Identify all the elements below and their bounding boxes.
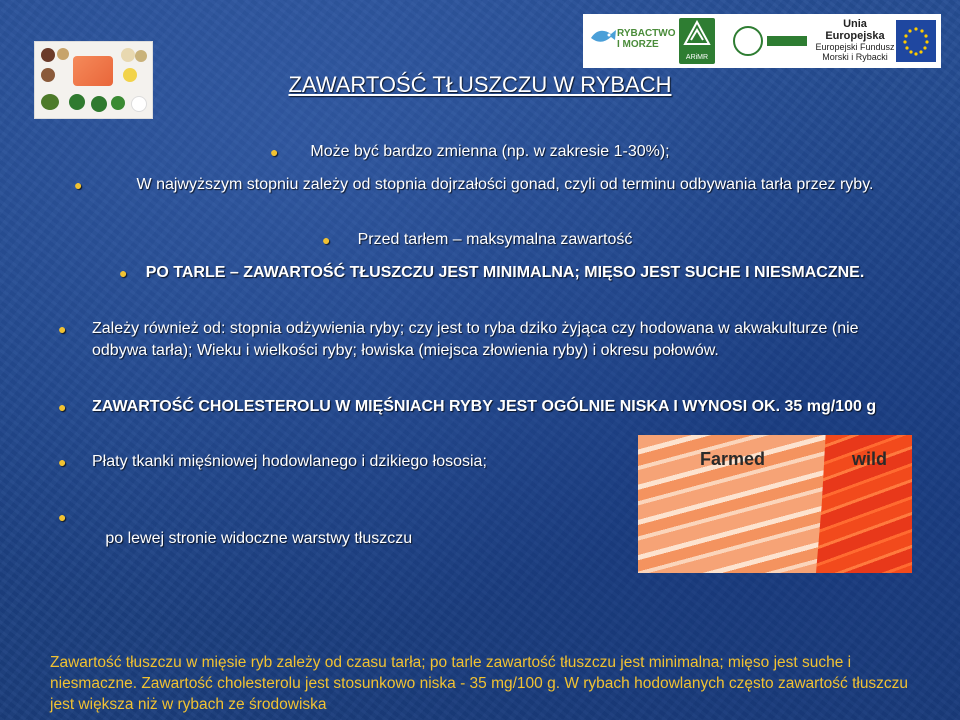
bullet-item bbox=[58, 318, 862, 362]
eu-fund-logo-text bbox=[815, 18, 895, 62]
farmed-label: Farmed bbox=[700, 449, 766, 469]
wild-label: wild bbox=[852, 449, 887, 469]
nuts-shape bbox=[41, 48, 55, 62]
seeds-shape bbox=[41, 68, 55, 82]
fish-icon bbox=[589, 20, 617, 50]
bullet-text: Przed tarłem – maksymalna zawartość bbox=[357, 231, 633, 248]
ministry-emblem-icon bbox=[733, 26, 763, 56]
bullet-item bbox=[58, 396, 932, 418]
slide-title: ZAWARTOŚĆ TŁUSZCZU W RYBACH bbox=[288, 72, 672, 97]
speaker-note-text: Zawartość tłuszczu w mięsie ryb zależy od czasu tarła; po tarle zawartość tłuszczu jest minimalna; mięso jest suche i niesmaczne. Zawartość cholesterolu jest stosunkowo niska - 35 mg/100 g. W rybach hodowlanych często zawartość tłuszczu jest większa niż w rybach ze środowiska bbox=[50, 654, 909, 713]
arimr-emblem-icon bbox=[679, 18, 715, 48]
bullet-item bbox=[115, 262, 895, 284]
arimr-logo-text: ARiMR bbox=[685, 54, 709, 61]
eu-title: Unia Europejska bbox=[825, 18, 885, 42]
bullet-text: Płaty tkanki mięśniowej hodowlanego i dzikiego łososia; bbox=[92, 453, 487, 470]
bullet-text: Zależy również od: stopnia odżywienia ryby; czy jest to ryba dziko żyjąca czy hodowana w akwakulturze (nie odbywa tarła); Wieku i wielkości ryby; łowiska (miejsca złowienia ryby) i okresu połowów. bbox=[92, 320, 859, 359]
salmon-fillet-shape bbox=[73, 56, 113, 86]
almonds-shape bbox=[57, 48, 69, 60]
bullet-text: Może być bardzo zmienna (np. w zakresie 1-30%); bbox=[310, 143, 670, 160]
egg-shape bbox=[131, 96, 147, 112]
eu-flag-icon bbox=[896, 20, 936, 62]
bullet-text: ZAWARTOŚĆ CHOLESTEROLU W MIĘŚNIACH RYBY JEST OGÓLNIE NISKA I WYNOSI OK. 35 mg/100 g bbox=[92, 398, 877, 415]
bullet-dot-icon: ● bbox=[270, 144, 279, 160]
ministry-logo bbox=[733, 22, 813, 60]
arimr-logo bbox=[679, 18, 715, 64]
rybactwo-logo-subtext: I MORZE bbox=[617, 39, 659, 50]
bullet-item bbox=[70, 174, 940, 196]
bullet-text: po lewej stronie widoczne warstwy tłuszczu bbox=[100, 530, 413, 547]
bullet-dot-icon: ● bbox=[119, 265, 128, 281]
eu-fund-line: Europejski Fundusz bbox=[815, 42, 895, 52]
broccoli-shape bbox=[111, 96, 125, 110]
bullet-dot-icon: ● bbox=[58, 509, 67, 525]
avocado-shape bbox=[41, 94, 59, 110]
oats-shape bbox=[121, 48, 135, 62]
bullet-dot-icon: ● bbox=[58, 454, 67, 470]
ministry-text-bar bbox=[767, 36, 807, 46]
rybactwo-logo-text: RYBACTWO bbox=[617, 28, 676, 39]
oil-shape bbox=[123, 68, 137, 82]
bullet-dot-icon: ● bbox=[74, 177, 83, 193]
bullet-text: PO TARLE – ZAWARTOŚĆ TŁUSZCZU JEST MINIMALNA; MIĘSO JEST SUCHE I NIESMACZNE. bbox=[145, 264, 865, 281]
sponsor-logos-bar bbox=[583, 14, 941, 68]
broccoli-shape bbox=[91, 96, 107, 112]
rybactwo-logo bbox=[589, 20, 676, 60]
grains-shape bbox=[135, 50, 147, 62]
healthy-fats-food-image bbox=[34, 41, 153, 119]
bullet-dot-icon: ● bbox=[58, 399, 67, 415]
bullet-item bbox=[58, 451, 612, 473]
farmed-vs-wild-salmon-photo bbox=[638, 435, 912, 573]
bullet-dot-icon: ● bbox=[58, 321, 67, 337]
bullet-dot-icon: ● bbox=[322, 232, 331, 248]
broccoli-shape bbox=[69, 94, 85, 110]
eu-fund-line: Morski i Rybacki bbox=[822, 52, 888, 62]
bullet-item bbox=[58, 484, 612, 550]
bullet-text: W najwyższym stopniu zależy od stopnia dojrzałości gonad, czyli od terminu odbywania tarła przez ryby. bbox=[136, 176, 874, 193]
bullet-item bbox=[260, 141, 720, 163]
bullet-item bbox=[310, 229, 680, 251]
